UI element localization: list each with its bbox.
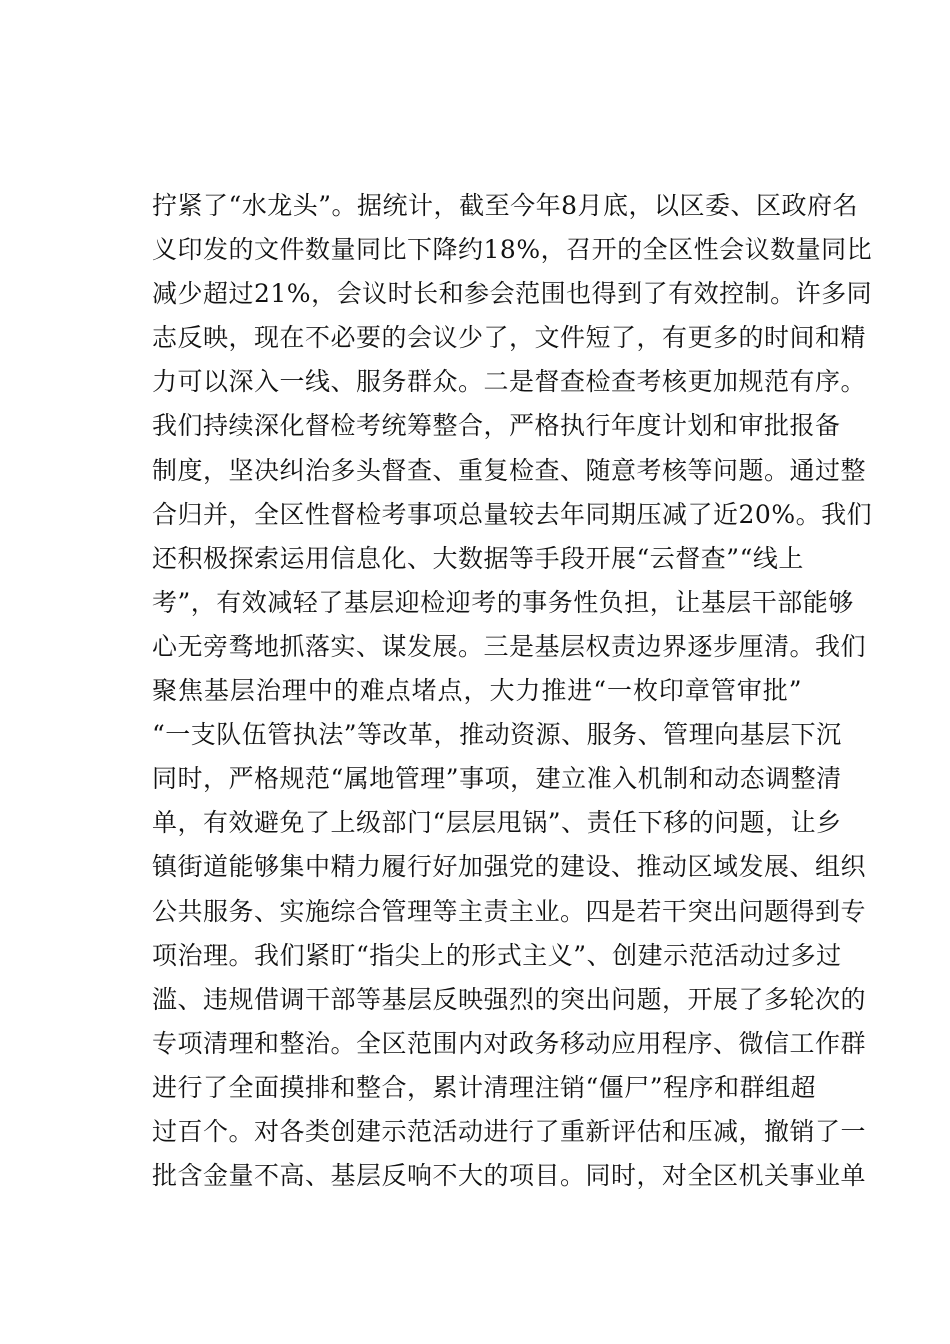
text-line: 志反映，现在不必要的会议少了，文件短了，有更多的时间和精 — [152, 323, 867, 353]
text-line: 力可以深入一线、服务群众。二是督查检查考核更加规范有序。 — [152, 367, 867, 397]
text-line: 还积极探索运用信息化、大数据等手段开展“云督查”“线上 — [152, 543, 804, 573]
body-paragraph — [152, 184, 873, 1198]
text-line: 拧紧了“水龙头”。据统计，截至今年8月底，以区委、区政府名 — [152, 191, 858, 220]
text-line: 考”，有效减轻了基层迎检迎考的事务性负担，让基层干部能够 — [152, 587, 854, 617]
text-line: 批含金量不高、基层反响不大的项目。同时，对全区机关事业单 — [152, 1161, 867, 1191]
text-line: “一支队伍管执法”等改革，推动资源、服务、管理向基层下沉 — [152, 720, 842, 750]
text-line: 制度，坚决纠治多头督查、重复检查、随意考核等问题。通过整 — [152, 455, 867, 485]
text-line: 聚焦基层治理中的难点堵点，大力推进“一枚印章管审批” — [152, 676, 802, 706]
text-line: 项治理。我们紧盯“指尖上的形式主义”、创建示范活动过多过 — [152, 940, 842, 970]
text-line: 同时，严格规范“属地管理”事项，建立准入机制和动态调整清 — [152, 764, 842, 794]
text-line: 进行了全面摸排和整合，累计清理注销“僵尸”程序和群组超 — [152, 1072, 817, 1102]
text-line: 义印发的文件数量同比下降约18%，召开的全区性会议数量同比 — [152, 235, 873, 265]
text-line: 心无旁骛地抓落实、谋发展。三是基层权责边界逐步厘清。我们 — [152, 631, 867, 661]
text-line: 专项清理和整治。全区范围内对政务移动应用程序、微信工作群 — [152, 1028, 867, 1058]
text-line: 公共服务、实施综合管理等主责主业。四是若干突出问题得到专 — [152, 896, 867, 926]
text-line: 单，有效避免了上级部门“层层甩锅”、责任下移的问题，让乡 — [152, 808, 842, 838]
text-line: 镇街道能够集中精力履行好加强党的建设、推动区域发展、组织 — [152, 852, 867, 882]
text-line: 过百个。对各类创建示范活动进行了重新评估和压减，撤销了一 — [152, 1116, 867, 1146]
text-line: 合归并，全区性督检考事项总量较去年同期压减了近20%。我们 — [152, 499, 873, 529]
text-line: 我们持续深化督检考统筹整合，严格执行年度计划和审批报备 — [152, 411, 841, 441]
text-line: 滥、违规借调干部等基层反映强烈的突出问题，开展了多轮次的 — [152, 984, 867, 1014]
text-line: 减少超过21%，会议时长和参会范围也得到了有效控制。许多同 — [152, 279, 873, 309]
